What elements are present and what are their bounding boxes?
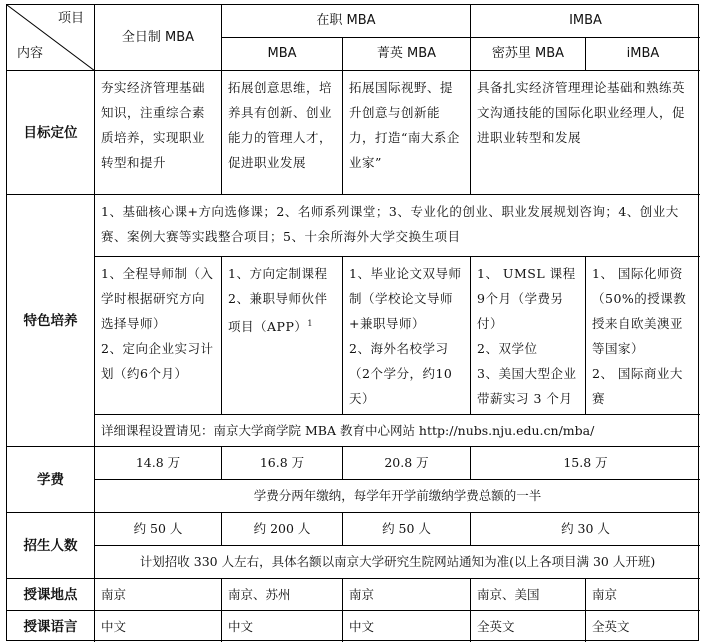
- header-inservice: 在职 MBA: [222, 5, 471, 38]
- header-fulltime: 全日制 MBA: [95, 5, 222, 71]
- feature-mba-footnote: 1: [307, 319, 313, 328]
- feature-fulltime: 1、全程导师制（入学时根据研究方向选择导师） 2、定向企业实习计划（约6个月）: [95, 257, 222, 415]
- feature-missouri: 1、 UMSL 课程 9个月（学费另付） 2、双学位 3、美国大型企业带薪实习 3 个月: [471, 257, 586, 415]
- row-label-location: 授课地点: [7, 579, 95, 611]
- language-elite: 中文: [343, 611, 471, 642]
- goal-elite: 拓展国际视野、提升创意与创新能力，打造“南大系企业家”: [343, 71, 471, 195]
- header-imba-sub: iMBA: [586, 38, 700, 71]
- feature-elite: 1、毕业论文双导师制（学校论文导师+兼职导师） 2、海外名校学习（2个学分，约10天）: [343, 257, 471, 415]
- tuition-imba: 15.8 万: [471, 447, 700, 480]
- feature-common: 1、基础核心课+方向选修课；2、名师系列课堂；3、专业化的创业、职业发展规划咨询；4、创业大赛、案例大赛等实践整合项目；5、十余所海外大学交换生项目: [95, 195, 700, 257]
- feature-imba: 1、 国际化师资（50%的授课教授来自欧美澳亚等国家） 2、 国际商业大赛: [586, 257, 700, 415]
- header-imba: IMBA: [471, 5, 700, 38]
- location-fulltime: 南京: [95, 579, 222, 611]
- enroll-fulltime: 约 50 人: [95, 513, 222, 546]
- tuition-elite: 20.8 万: [343, 447, 471, 480]
- header-mba: MBA: [222, 38, 343, 71]
- row-label-tuition: 学费: [7, 447, 95, 513]
- goal-mba: 拓展创意思维，培养具有创新、创业能力的管理人才，促进职业发展: [222, 71, 343, 195]
- enroll-imba: 约 30 人: [471, 513, 700, 546]
- corner-label-item: 项目: [57, 11, 84, 26]
- tuition-mba: 16.8 万: [222, 447, 343, 480]
- language-imba: 全英文: [592, 618, 630, 634]
- feature-mba: [222, 257, 343, 415]
- program-comparison-table: [6, 4, 699, 641]
- header-elite: 菁英 MBA: [343, 38, 471, 71]
- tuition-fulltime: 14.8 万: [95, 447, 222, 480]
- language-mba: 中文: [222, 611, 343, 642]
- language-missouri: 全英文: [471, 611, 586, 642]
- feature-mba-text: 1、方向定制课程 2、兼职导师伙伴项目（APP）: [228, 266, 328, 335]
- row-label-goal: 目标定位: [7, 71, 95, 195]
- location-imba: 南京: [586, 579, 700, 611]
- goal-imba: 具备扎实经济管理理论基础和熟练英文沟通技能的国际化职业经理人，促进职业转型和发展: [471, 71, 700, 195]
- enroll-note: 计划招收 330 人左右，具体名额以南京大学研究生院网站通知为准(以上各项目满 30 人开班): [95, 546, 700, 579]
- corner-header: [7, 5, 95, 71]
- header-missouri: 密苏里 MBA: [471, 38, 586, 71]
- location-missouri: 南京、美国: [471, 579, 586, 611]
- location-elite: 南京: [343, 579, 471, 611]
- row-label-enroll: 招生人数: [7, 513, 95, 579]
- enroll-mba: 约 200 人: [222, 513, 343, 546]
- location-mba: 南京、苏州: [222, 579, 343, 611]
- row-label-feature: 特色培养: [7, 195, 95, 447]
- enroll-elite: 约 50 人: [343, 513, 471, 546]
- corner-label-content: 内容: [17, 46, 44, 61]
- row-label-language: 授课语言: [7, 611, 95, 642]
- language-fulltime: 中文: [95, 611, 222, 642]
- tuition-note: 学费分两年缴纳，每学年开学前缴纳学费总额的一半: [95, 480, 700, 513]
- goal-fulltime: 夯实经济管理基础知识，注重综合素质培养，实现职业转型和提升: [95, 71, 222, 195]
- feature-detail-link[interactable]: 详细课程设置请见：南京大学商学院 MBA 教育中心网站 http://nubs.nju.edu.cn/mba/: [95, 415, 700, 447]
